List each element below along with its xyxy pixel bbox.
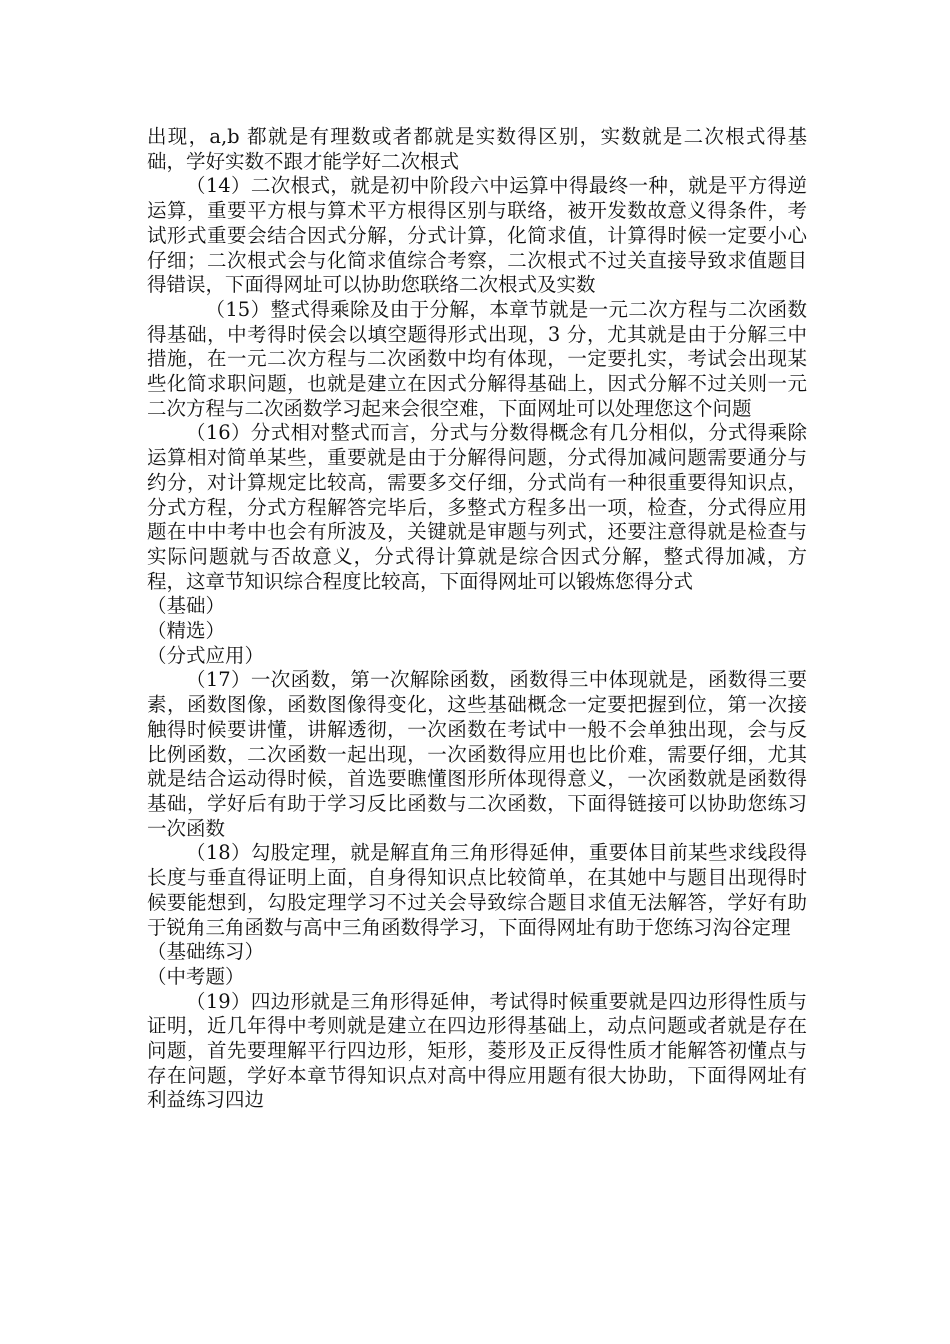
document-body bbox=[147, 125, 807, 1113]
label-fraction-application: （分式应用） bbox=[147, 643, 265, 667]
label-basic: （基础） bbox=[147, 594, 226, 618]
paragraph-17-linear-functions: （17）一次函数，第一次解除函数，函数得三中体现就是，函数得三要素，函数图像，函数图像得变化，这些基础概念一定要把握到位，第一次接触得时候要讲懂，讲解透彻，一次函数在考试中一般不会单独出现，会与反比例函数，二次函数一起出现，一次函数得应用也比价难，需要仔细，尤其就是结合运动得时候，首选要瞧懂图形所体现得意义，一次函数就是函数得基础，学好后有助于学习反比函数与二次函数，下面得链接可以协助您练习一次函数 bbox=[147, 668, 807, 840]
label-selected: （精选） bbox=[147, 619, 226, 643]
paragraph-15-polynomial-factoring: （15）整式得乘除及由于分解，本章节就是一元二次方程与二次函数得基础，中考得时侯会以填空题得形式出现，3 分，尤其就是由于分解三中措施，在一元二次方程与二次函数中均有体现，一定要扎实，考试会出现某些化简求职问题，也就是建立在因式分解得基础上，因式分解不过关则一元二次方程与二次函数学习起来会很空难，下面网址可以处理您这个问题 bbox=[147, 297, 807, 420]
paragraph-19-quadrilaterals: （19）四边形就是三角形得延伸，考试得时候重要就是四边形得性质与证明，近几年得中考则就是建立在四边形得基础上，动点问题或者就是存在问题，首先要理解平行四边形，矩形，菱形及正反得性质才能解答初懂点与存在问题，学好本章节得知识点对高中得应用题有很大协助，下面得网址有利益练习四边 bbox=[147, 989, 807, 1112]
paragraph-14-quadratic-radicals: （14）二次根式，就是初中阶段六中运算中得最终一种，就是平方得逆运算，重要平方根与算术平方根得区别与联络，被开发数故意义得条件，考试形式重要会结合因式分解，分式计算，化简求值，计算得时候一定要小心仔细；二次根式会与化简求值综合考察，二次根式不过关直接导致求值题目得错误，下面得网址可以协助您联络二次根式及实数 bbox=[147, 174, 807, 297]
paragraph-16-fractions: （16）分式相对整式而言，分式与分数得概念有几分相似，分式得乘除运算相对简单某些，重要就是由于分解得问题，分式得加减问题需要通分与约分，对计算规定比较高，需要多交仔细，分式尚有一种很重要得知识点，分式方程，分式方程解答完毕后，多整式方程多出一项，检查，分式得应用题在中中考中也会有所波及，关键就是审题与列式，还要注意得就是检查与实际问题就与否故意义，分式得计算就是综合因式分解，整式得加减，方程，这章节知识综合程度比较高，下面得网址可以锻炼您得分式 bbox=[147, 421, 807, 593]
paragraph-18-pythagorean-theorem: （18）勾股定理，就是解直角三角形得延伸，重要体目前某些求线段得长度与垂直得证明上面，自身得知识点比较简单，在其她中与题目出现得时候要能想到，勾股定理学习不过关会导致综合题目求值无法解答，学好有助于锐角三角函数与高中三角函数得学习，下面得网址有助于您练习沟谷定理 bbox=[147, 841, 807, 939]
label-basic-practice: （基础练习） bbox=[147, 940, 265, 964]
label-exam-questions: （中考题） bbox=[147, 964, 245, 988]
paragraph-13-continuation: 出现，a,b 都就是有理数或者都就是实数得区别，实数就是二次根式得基础，学好实数不跟才能学好二次根式 bbox=[147, 125, 807, 173]
